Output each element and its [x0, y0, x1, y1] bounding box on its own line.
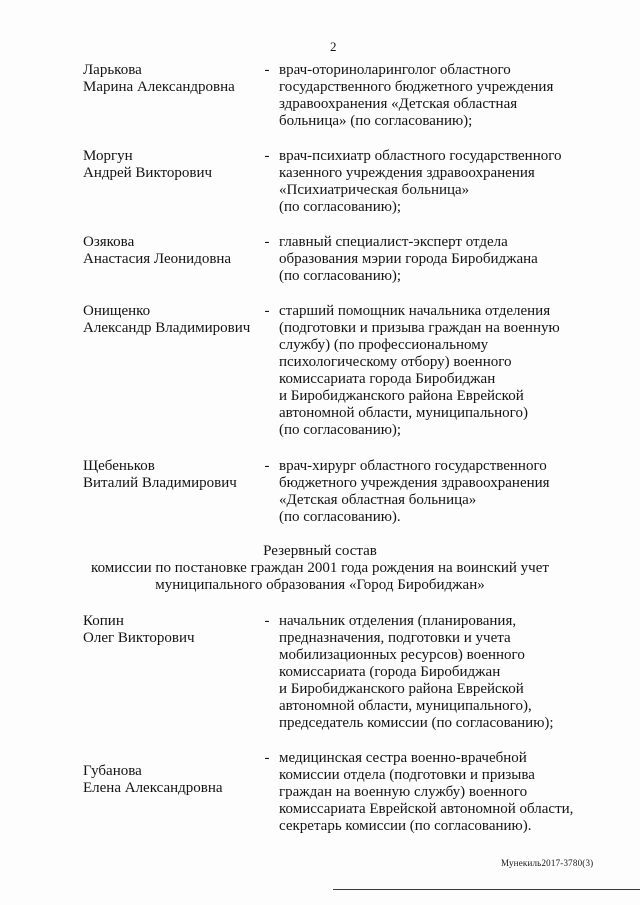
role-line: комиссии отдела (подготовки и призыва: [279, 767, 535, 783]
surname: Копин: [83, 613, 124, 629]
role-line: врач-хирург областного государственного: [279, 458, 547, 474]
member-role: [279, 234, 609, 285]
document-code: Мунекиль2017-3780(3): [501, 858, 594, 868]
role-line: начальник отделения (планирования,: [279, 613, 517, 629]
member-name: [83, 613, 263, 647]
role-line: психологическому отбору) военного: [279, 354, 512, 370]
role-line: автономной области, муниципального),: [279, 698, 532, 714]
role-line: больница» (по согласованию);: [279, 113, 473, 129]
role-line: «Психиатрическая больница»: [279, 182, 470, 198]
role-line: медицинская сестра военно-врачебной: [279, 750, 527, 766]
given-names: Елена Александровна: [83, 780, 223, 796]
given-names: Виталий Владимирович: [83, 475, 237, 491]
role-line: автономной области, муниципального): [279, 405, 528, 421]
member-role: [279, 62, 609, 130]
role-line: комиссариата города Биробиджан: [279, 371, 496, 387]
role-line: и Биробиджанского района Еврейской: [279, 681, 524, 697]
surname: Щебеньков: [83, 458, 155, 474]
role-line: (по согласованию);: [279, 199, 402, 215]
member-role: [279, 303, 609, 439]
member-name: [83, 303, 263, 337]
surname: Озякова: [83, 234, 135, 250]
member-name: [83, 458, 263, 492]
role-line: (по согласованию).: [279, 509, 401, 525]
role-line: образования мэрии города Биробиджана: [279, 251, 538, 267]
member-role: [279, 613, 609, 732]
footer-rule: [333, 889, 640, 890]
separator-dash: -: [264, 458, 270, 474]
page-number: 2: [330, 39, 337, 54]
given-names: Олег Викторович: [83, 630, 195, 646]
role-line: (по согласованию);: [279, 268, 402, 284]
role-line: врач-оториноларинголог областного: [279, 62, 511, 78]
member-name: [83, 148, 263, 182]
role-line: бюджетного учреждения здравоохранения: [279, 475, 550, 491]
role-line: и Биробиджанского района Еврейской: [279, 388, 524, 404]
role-line: секретарь комиссии (по согласованию).: [279, 818, 532, 834]
role-line: комиссариата Еврейской автономной области,: [279, 801, 574, 817]
reserve-heading-line: муниципального образования «Город Биробиджан»: [155, 577, 485, 593]
given-names: Марина Александровна: [83, 79, 235, 95]
role-line: граждан на военную службу) военного: [279, 784, 528, 800]
role-line: здравоохранения «Детская областная: [279, 96, 518, 112]
separator-dash: -: [264, 148, 270, 164]
member-role: [279, 458, 609, 526]
given-names: Анастасия Леонидовна: [83, 251, 232, 267]
role-line: «Детская областная больница»: [279, 492, 477, 508]
given-names: Александр Владимирович: [83, 320, 251, 336]
role-line: казенного учреждения здравоохранения: [279, 165, 535, 181]
given-names: Андрей Викторович: [83, 165, 213, 181]
role-line: главный специалист-эксперт отдела: [279, 234, 508, 250]
surname: Моргун: [83, 148, 133, 164]
role-line: предназначения, подготовки и учета: [279, 630, 511, 646]
role-line: (по согласованию);: [279, 422, 402, 438]
role-line: мобилизационных ресурсов) военного: [279, 647, 525, 663]
separator-dash: -: [264, 613, 270, 629]
separator-dash: -: [264, 750, 270, 766]
role-line: врач-психиатр областного государственного: [279, 148, 562, 164]
reserve-heading-line: комиссии по постановке граждан 2001 года рождения на воинский учет: [91, 560, 549, 576]
member-role: [279, 750, 609, 835]
surname: Онищенко: [83, 303, 151, 319]
member-name: [83, 763, 263, 797]
reserve-heading: [0, 543, 640, 594]
role-line: службу) (по профессиональному: [279, 337, 489, 353]
reserve-heading-line: Резервный состав: [263, 543, 377, 559]
separator-dash: -: [264, 303, 270, 319]
role-line: государственного бюджетного учреждения: [279, 79, 554, 95]
separator-dash: -: [264, 62, 270, 78]
surname: Ларькова: [83, 62, 142, 78]
role-line: старший помощник начальника отделения: [279, 303, 551, 319]
member-role: [279, 148, 609, 216]
surname: Губанова: [83, 763, 142, 779]
role-line: председатель комиссии (по согласованию);: [279, 715, 554, 731]
separator-dash: -: [264, 234, 270, 250]
member-name: [83, 62, 263, 96]
role-line: комиссариата (города Биробиджан: [279, 664, 501, 680]
role-line: (подготовки и призыва граждан на военную: [279, 320, 560, 336]
member-name: [83, 234, 263, 268]
